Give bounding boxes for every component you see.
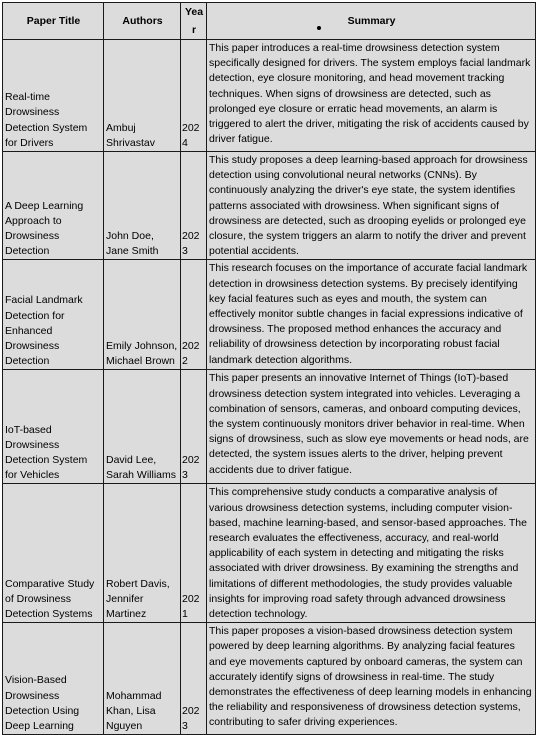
cell-summary: This comprehensive study conducts a comparative analysis of various drowsiness detection systems, including computer vision-based, machine learning-based, and sensor-based approaches. The research evaluates the effectiveness, accuracy, and real-world applicability of each system in detecting and mitigating the risks associated with driver drowsiness. By examining the strengths and limitations of different methodologies, the study provides valuable insights for improving road safety through advanced drowsiness detection technology. (207, 484, 536, 623)
cell-year: 2021 (181, 484, 207, 623)
cell-title: Real-time Drowsiness Detection System for Drivers (3, 40, 104, 152)
cell-year: 2022 (181, 260, 207, 370)
cell-year: 2023 (181, 152, 207, 260)
table-row (3, 370, 536, 484)
header-summary: Summary (207, 3, 536, 40)
header-paper-title: Paper Title (3, 3, 104, 40)
cell-year: 2024 (181, 40, 207, 152)
table-row (3, 623, 536, 735)
table-row (3, 152, 536, 260)
header-year: Year (181, 3, 207, 40)
cell-authors: Mohammad Khan, Lisa Nguyen (104, 623, 181, 735)
cell-title: A Deep Learning Approach to Drowsiness Detection (3, 152, 104, 260)
cell-authors: Robert Davis, Jennifer Martinez (104, 484, 181, 623)
cell-title: Vision-Based Drowsiness Detection Using Deep Learning (3, 623, 104, 735)
cell-authors: David Lee, Sarah Williams (104, 370, 181, 484)
cell-summary: This study proposes a deep learning-based approach for drowsiness detection using convolutional neural networks (CNNs). By continuously analyzing the driver's eye state, the system identifies patterns associated with drowsiness. When significant signs of drowsiness are detected, such as drooping eyelids or prolonged eye closure, the system triggers an alarm to notify the driver and prevent potential accidents. (207, 152, 536, 260)
text-cursor-dot (317, 26, 321, 30)
header-authors: Authors (104, 3, 181, 40)
table-row (3, 40, 536, 152)
cell-title: IoT-based Drowsiness Detection System for Vehicles (3, 370, 104, 484)
cell-title: Facial Landmark Detection for Enhanced Drowsiness Detection (3, 260, 104, 370)
table-row (3, 260, 536, 370)
papers-table (2, 2, 536, 735)
cell-year: 2023 (181, 623, 207, 735)
cell-summary: This paper presents an innovative Internet of Things (IoT)-based drowsiness detection system integrated into vehicles. Leveraging a combination of sensors, cameras, and onboard computing devices, the system continuously monitors driver behavior in real-time. When signs of drowsiness, such as slow eye movements or head nods, are detected, the system issues alerts to the driver, helping prevent accidents due to driver fatigue. (207, 370, 536, 484)
cell-summary: This paper proposes a vision-based drowsiness detection system powered by deep learning algorithms. By analyzing facial features and eye movements captured by onboard cameras, the system can accurately identify signs of drowsiness in real-time. The study demonstrates the effectiveness of deep learning models in enhancing the reliability and responsiveness of drowsiness detection systems, contributing to safer driving experiences. (207, 623, 536, 735)
cell-summary: This paper introduces a real-time drowsiness detection system specifically designed for drivers. The system employs facial landmark detection, eye closure monitoring, and head movement tracking techniques. When signs of drowsiness are detected, such as prolonged eye closure or erratic head movements, an alarm is triggered to alert the driver, mitigating the risk of accidents caused by driver fatigue. (207, 40, 536, 152)
cell-authors: John Doe, Jane Smith (104, 152, 181, 260)
cell-authors: Emily Johnson, Michael Brown (104, 260, 181, 370)
cell-summary: This research focuses on the importance of accurate facial landmark detection in drowsiness detection systems. By precisely identifying key facial features such as eyes and mouth, the system can effectively monitor subtle changes in facial expressions indicative of drowsiness. The proposed method enhances the accuracy and reliability of drowsiness detection by incorporating robust facial landmark detection algorithms. (207, 260, 536, 370)
table-row (3, 484, 536, 623)
header-row (3, 3, 536, 40)
cell-authors: Ambuj Shrivastav (104, 40, 181, 152)
cell-title: Comparative Study of Drowsiness Detection Systems (3, 484, 104, 623)
cell-year: 2023 (181, 370, 207, 484)
